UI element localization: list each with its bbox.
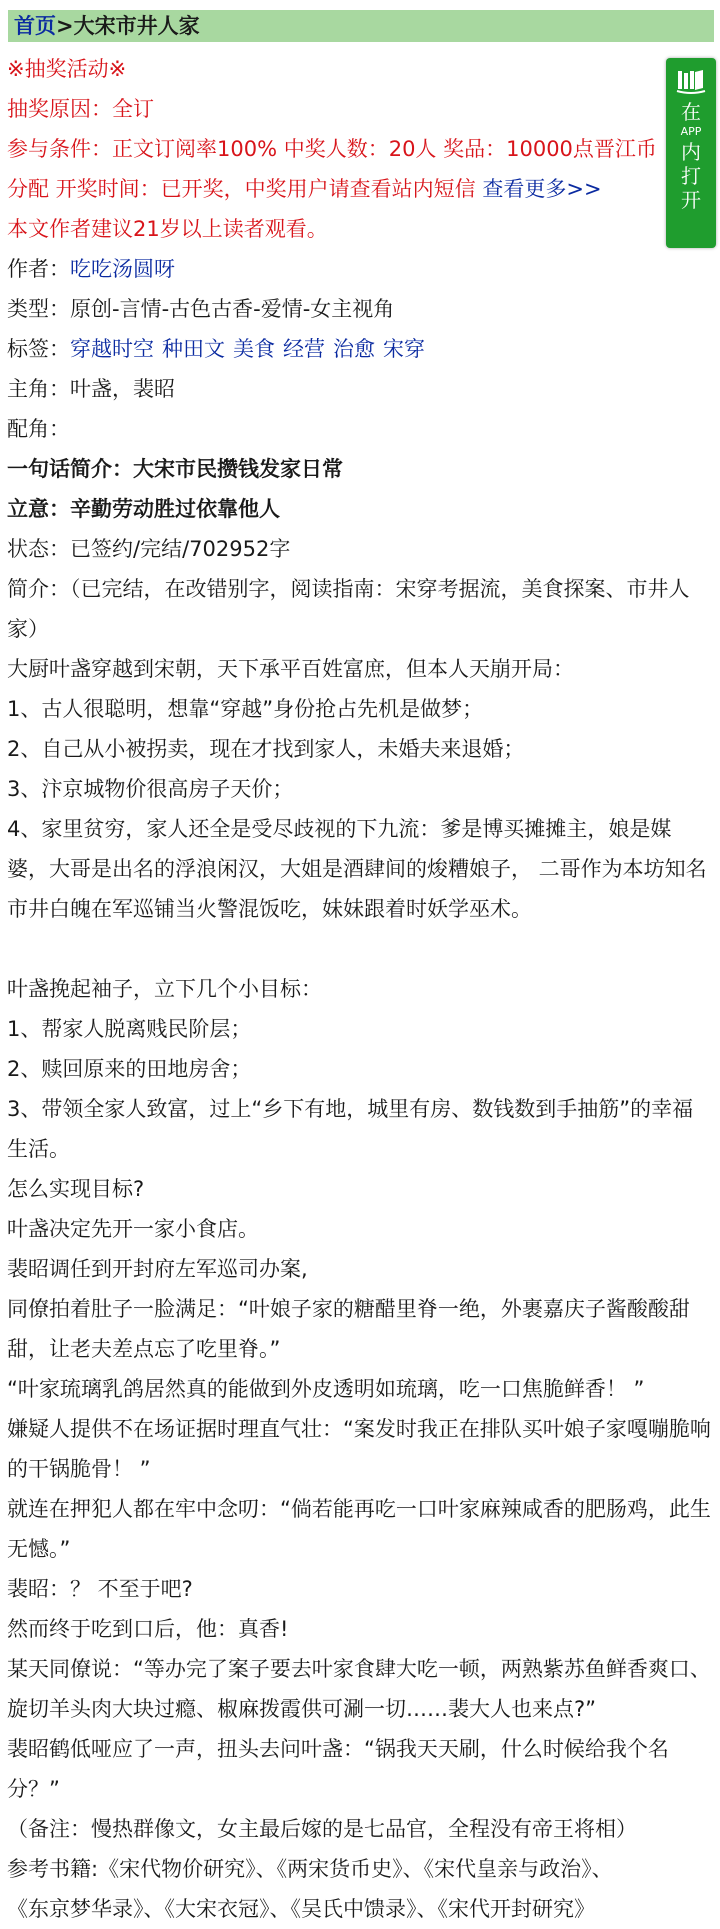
status-row: 状态：已签约/完结/702952字 [7,537,291,561]
intro-paragraph: “叶家琉璃乳鸽居然真的能做到外皮透明如琉璃，吃一口焦脆鲜香！ ” [7,1377,645,1401]
age-notice: 本文作者建议21岁以上读者观看。 [7,217,328,241]
lottery-distribution [7,169,712,209]
intro-note: （备注：慢热群像文，女主最后嫁的是七品官，全程没有帝王将相） [7,1817,637,1841]
novel-info [7,49,712,1929]
intro-paragraph: 2、自己从小被拐卖，现在才找到家人，未婚夫来退婚； [7,737,525,761]
tag-link[interactable]: 种田文 [162,337,225,361]
tags-label: 标签： [7,337,70,361]
one-line-summary: 一句话简介：大宋市民攒钱发家日常 [7,457,343,481]
lottery-distribution-text: 分配 开奖时间：已开奖，中奖用户请查看站内短信 [7,177,483,201]
tags-row [7,329,712,369]
tag-link[interactable]: 穿越时空 [70,337,154,361]
intro-paragraph: 嫌疑人提供不在场证据时理直气壮：“案发时我正在排队买叶娘子家嘎嘣脆响的干锅脆骨！ ” [7,1417,711,1481]
open-in-app-button[interactable] [666,58,716,248]
tag-link[interactable]: 治愈 [333,337,375,361]
breadcrumb-separator: > [56,14,74,38]
book-logo-icon [676,68,706,96]
theme-row: 立意：辛勤劳动胜过依靠他人 [7,497,280,521]
author-label: 作者： [7,257,70,281]
reference-books: 《东京梦华录》、《大宋衣冠》、《吴氏中馈录》、《宋代开封研究》 [7,1897,595,1921]
breadcrumb [8,10,714,42]
intro-paragraph: 2、赎回原来的田地房舍； [7,1057,252,1081]
intro-paragraph: 大厨叶盏穿越到宋朝，天下承平百姓富庶，但本人天崩开局： [7,657,574,681]
blank-line [7,929,712,969]
app-button-text: 内 [681,140,701,164]
intro-paragraph: 1、古人很聪明，想靠“穿越”身份抢占先机是做梦； [7,697,484,721]
page-title: 大宋市井人家 [73,14,200,38]
intro-paragraph: 同僚拍着肚子一脸满足：“叶娘子家的糖醋里脊一绝，外裹嘉庆子酱酸酸甜甜，让老夫差点忘了吃里脊。” [7,1297,690,1361]
reference-books: 参考书籍:《宋代物价研究》、《两宋货币史》、《宋代皇亲与政治》、 [7,1857,613,1881]
tag-link[interactable]: 美食 [233,337,275,361]
lottery-reason: 抽奖原因：全订 [7,97,154,121]
intro-paragraph: 裴昭：？ 不至于吧? [7,1577,193,1601]
intro-paragraph: 裴昭调任到开封府左军巡司办案, [7,1257,308,1281]
intro-paragraph: 叶盏决定先开一家小食店。 [7,1217,259,1241]
type-row: 类型：原创-言情-古色古香-爱情-女主视角 [7,297,395,321]
app-button-text: APP [680,125,702,138]
tag-link[interactable]: 经营 [283,337,325,361]
view-more-link[interactable]: 查看更多>> [482,177,602,201]
author-row [7,249,712,289]
intro-paragraph: 怎么实现目标? [7,1177,145,1201]
intro-paragraph: 3、汴京城物价很高房子天价； [7,777,294,801]
protagonist-row: 主角：叶盏，裴昭 [7,377,175,401]
intro-paragraph: 然而终于吃到口后，他：真香! [7,1617,289,1641]
lottery-condition: 参与条件：正文订阅率100% 中奖人数：20人 奖品：10000点晋江币 [7,137,657,161]
intro-paragraph: 1、帮家人脱离贱民阶层； [7,1017,252,1041]
intro-paragraph: 3、带领全家人致富，过上“乡下有地，城里有房、数钱数到手抽筋”的幸福生活。 [7,1097,694,1161]
app-button-text: 打 [681,164,701,188]
app-button-text: 开 [681,188,701,212]
lottery-title: ※抽奖活动※ [7,57,127,81]
author-link[interactable]: 吃吃汤圆呀 [70,257,175,281]
breadcrumb-home-link[interactable]: 首页 [14,14,56,38]
intro-paragraph: 某天同僚说：“等办完了案子要去叶家食肆大吃一顿，两熟紫苏鱼鲜香爽口、旋切羊头肉大块过瘾、椒麻拨霞供可涮一切……裴大人也来点?” [7,1657,711,1721]
intro-heading: 简介：（已完结，在改错别字，阅读指南：宋穿考据流，美食探案、市井人家） [7,577,690,641]
intro-paragraph: 裴昭鹤低哑应了一声，扭头去问叶盏：“锅我天天刷，什么时候给我个名分？” [7,1737,669,1801]
intro-paragraph: 就连在押犯人都在牢中念叨：“倘若能再吃一口叶家麻辣咸香的肥肠鸡，此生无憾。” [7,1497,711,1561]
intro-paragraph: 叶盏挽起袖子，立下几个小目标： [7,977,322,1001]
intro-paragraph: 4、家里贫穷，家人还全是受尽歧视的下九流：爹是博买摊摊主，娘是媒婆，大哥是出名的浮浪闲汉，大姐是酒肆间的焌糟娘子， 二哥作为本坊知名市井白魄在军巡铺当火警混饭吃，妹妹跟着时妖学巫术。 [7,817,707,921]
supporting-row: 配角： [7,417,70,441]
app-button-text: 在 [681,100,701,124]
tag-link[interactable]: 宋穿 [383,337,425,361]
